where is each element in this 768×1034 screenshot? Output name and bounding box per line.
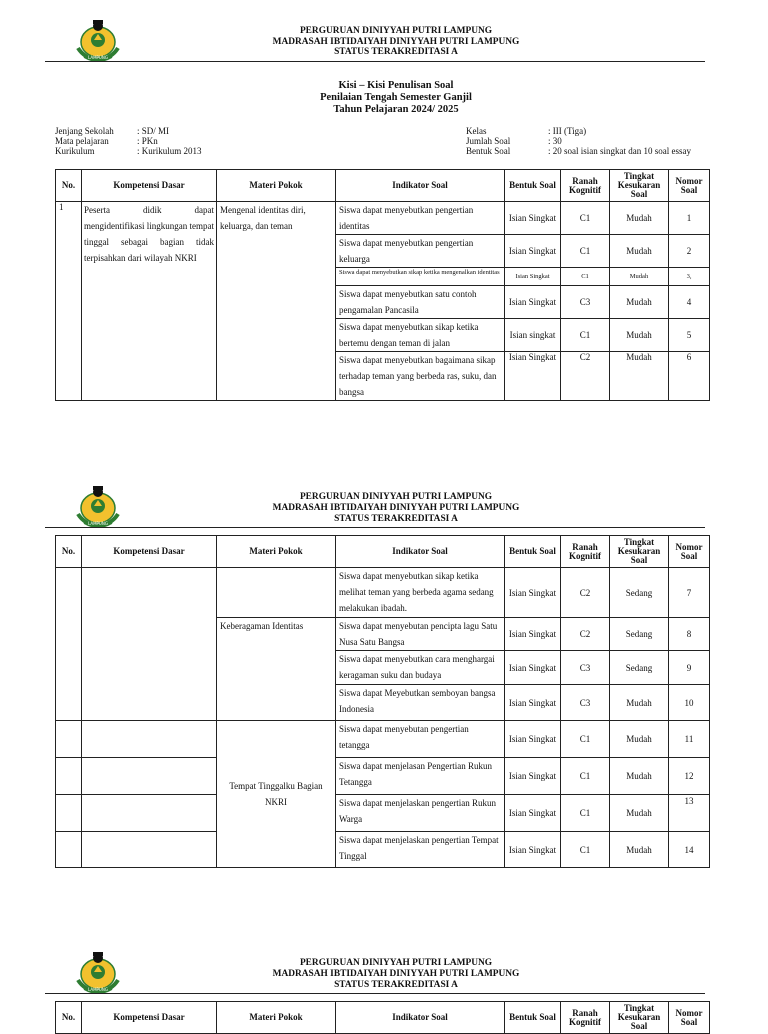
- col-mp: Materi Pokok: [217, 170, 336, 202]
- ranah-cell: C1: [561, 795, 610, 832]
- indikator-cell: Siswa dapat menyebutkan bagaimana sikap terhadap teman yang berbeda ras, suku, dan bangsa: [336, 352, 505, 401]
- row-no: [56, 758, 82, 795]
- logo-text: LAMPUNG: [88, 55, 108, 60]
- accreditation-status: STATUS TERAKREDITASI A: [334, 47, 458, 57]
- col-no: No.: [56, 536, 82, 568]
- school-name: PERGURUAN DINIYYAH PUTRI LAMPUNG: [299, 26, 493, 36]
- col-mp: Materi Pokok: [217, 536, 336, 568]
- kd-cell: [82, 758, 217, 795]
- tingkat-cell: Sedang: [610, 568, 669, 618]
- indikator-cell: Siswa dapat menyebutan pencipta lagu Satu Nusa Satu Bangsa: [336, 618, 505, 651]
- nomor-cell: 5: [669, 319, 710, 352]
- nomor-cell: 7: [669, 568, 710, 618]
- tingkat-cell: Mudah: [610, 795, 669, 832]
- accreditation-status: STATUS TERAKREDITASI A: [334, 514, 458, 524]
- accreditation-status: STATUS TERAKREDITASI A: [334, 980, 458, 990]
- tingkat-cell: Mudah: [610, 685, 669, 721]
- col-nomor: Nomor Soal: [669, 536, 710, 568]
- table-header-row: [56, 170, 710, 202]
- nomor-cell: 8: [669, 618, 710, 651]
- ranah-cell: C1: [561, 721, 610, 758]
- tingkat-cell: Mudah: [610, 319, 669, 352]
- nomor-cell: 10: [669, 685, 710, 721]
- row-no: [56, 832, 82, 868]
- ranah-cell: C1: [561, 202, 610, 235]
- indikator-cell: Siswa dapat Meyebutkan semboyan bangsa Indonesia: [336, 685, 505, 721]
- indikator-cell: Siswa dapat menyebutkan cara menghargai keragaman suku dan budaya: [336, 651, 505, 685]
- nomor-cell: 4: [669, 286, 710, 319]
- ranah-cell: C3: [561, 651, 610, 685]
- col-nomor: Nomor Soal: [669, 170, 710, 202]
- logo-text: LAMPUNG: [88, 987, 108, 992]
- bentuk-cell: Isian Singkat: [505, 268, 561, 286]
- tingkat-cell: Sedang: [610, 651, 669, 685]
- tingkat-cell: Mudah: [610, 352, 669, 401]
- table-row: [56, 568, 710, 618]
- row-no: [56, 568, 82, 721]
- indikator-cell: Siswa dapat menjelaskan pengertian Rukun Warga: [336, 795, 505, 832]
- nomor-cell: 2: [669, 235, 710, 268]
- meta-label-kelas: Kelas: [466, 126, 487, 136]
- col-bentuk: Bentuk Soal: [505, 170, 561, 202]
- col-mp: Materi Pokok: [217, 1002, 336, 1034]
- madrasah-name: MADRASAH IBTIDAIYAH DINIYYAH PUTRI LAMPUNG: [272, 37, 520, 47]
- nomor-cell: 11: [669, 721, 710, 758]
- col-ind: Indikator Soal: [336, 170, 505, 202]
- ranah-cell: C1: [561, 758, 610, 795]
- table-header-row: [56, 1002, 710, 1034]
- doc-subtitle: Penilaian Tengah Semester Ganjil: [320, 92, 472, 103]
- logo-text: LAMPUNG: [88, 521, 108, 526]
- col-bentuk: Bentuk Soal: [505, 536, 561, 568]
- nomor-cell: 13: [669, 795, 710, 832]
- ranah-cell: C2: [561, 352, 610, 401]
- col-ranah: Ranah Kognitif: [561, 536, 610, 568]
- kd-cell: [82, 568, 217, 721]
- nomor-cell: 14: [669, 832, 710, 868]
- meta-value-bentuk: : 20 soal isian singkat dan 10 soal essay: [548, 146, 691, 156]
- col-ind: Indikator Soal: [336, 536, 505, 568]
- kd-cell: [82, 721, 217, 758]
- meta-value-kurikulum: : Kurikulum 2013: [137, 146, 202, 156]
- bentuk-cell: Isian Singkat: [505, 286, 561, 319]
- indikator-cell: Siswa dapat menyebutkan sikap ketika bertemu dengan teman di jalan: [336, 319, 505, 352]
- col-kd: Kompetensi Dasar: [82, 1002, 217, 1034]
- table-row: [56, 202, 710, 235]
- bentuk-cell: Isian Singkat: [505, 832, 561, 868]
- tingkat-cell: Mudah: [610, 268, 669, 286]
- tingkat-cell: Mudah: [610, 286, 669, 319]
- indikator-cell: Siswa dapat menyebutan pengertian tetangga: [336, 721, 505, 758]
- madrasah-name: MADRASAH IBTIDAIYAH DINIYYAH PUTRI LAMPUNG: [272, 969, 520, 979]
- indikator-cell: Siswa dapat menyebutkan pengertian identitas: [336, 202, 505, 235]
- bentuk-cell: Isian Singkat: [505, 721, 561, 758]
- nomor-cell: 9: [669, 651, 710, 685]
- header-rule: [45, 61, 705, 62]
- header-rule: [45, 993, 705, 994]
- ranah-cell: C2: [561, 568, 610, 618]
- col-no: No.: [56, 170, 82, 202]
- meta-label-mapel: Mata pelajaran: [55, 136, 109, 146]
- indikator-cell: Siswa dapat menyebutkan sikap ketika melihat teman yang berbeda agama sedang melakukan ibadah.: [336, 568, 505, 618]
- kisi-table-2: [55, 535, 710, 868]
- kd-cell: [82, 832, 217, 868]
- table-row: [56, 832, 710, 868]
- meta-value-jumlah: : 30: [548, 136, 562, 146]
- meta-label-kurikulum: Kurikulum: [55, 146, 95, 156]
- meta-label-bentuk: Bentuk Soal: [466, 146, 511, 156]
- bentuk-cell: Isian Singkat: [505, 618, 561, 651]
- tingkat-cell: Mudah: [610, 832, 669, 868]
- header-rule: [45, 527, 705, 528]
- madrasah-name: MADRASAH IBTIDAIYAH DINIYYAH PUTRI LAMPUNG: [272, 503, 520, 513]
- indikator-cell: Siswa dapat menyebutkan pengertian keluarga: [336, 235, 505, 268]
- bentuk-cell: Isian Singkat: [505, 651, 561, 685]
- kd-cell: Peserta didik dapat mengidentifikasi lingkungan tempat tinggal sebagai bagian tidak terpisahkan dari wilayah NKRI: [82, 202, 217, 401]
- bentuk-cell: Isian Singkat: [505, 202, 561, 235]
- row-no: 1: [56, 202, 82, 401]
- table-header-row: [56, 536, 710, 568]
- col-kd: Kompetensi Dasar: [82, 170, 217, 202]
- school-name: PERGURUAN DINIYYAH PUTRI LAMPUNG: [299, 958, 493, 968]
- col-tingkat: Tingkat Kesukaran Soal: [610, 536, 669, 568]
- indikator-cell: Siswa dapat menyebutkan satu contoh pengamalan Pancasila: [336, 286, 505, 319]
- indikator-cell: Siswa dapat menjelaskan pengertian Tempat Tinggal: [336, 832, 505, 868]
- indikator-cell: Siswa dapat menjelasan Pengertian Rukun Tetangga: [336, 758, 505, 795]
- school-name: PERGURUAN DINIYYAH PUTRI LAMPUNG: [299, 492, 493, 502]
- nomor-cell: 12: [669, 758, 710, 795]
- row-no: [56, 795, 82, 832]
- col-tingkat: Tingkat Kesukaran Soal: [610, 170, 669, 202]
- nomor-cell: 1: [669, 202, 710, 235]
- ranah-cell: C1: [561, 235, 610, 268]
- ranah-cell: C2: [561, 618, 610, 651]
- bentuk-cell: Isian Singkat: [505, 758, 561, 795]
- col-ind: Indikator Soal: [336, 1002, 505, 1034]
- table-row: [56, 758, 710, 795]
- ranah-cell: C1: [561, 268, 610, 286]
- ranah-cell: C1: [561, 319, 610, 352]
- row-no: [56, 721, 82, 758]
- col-tingkat: Tingkat Kesukaran Soal: [610, 1002, 669, 1034]
- ranah-cell: C1: [561, 832, 610, 868]
- bentuk-cell: Isian Singkat: [505, 235, 561, 268]
- mp-cell: Tempat Tinggalku Bagian NKRI: [217, 721, 336, 868]
- table-row: [56, 721, 710, 758]
- nomor-cell: 6: [669, 352, 710, 401]
- indikator-cell: Siswa dapat menyebutkan sikap ketika mengenalkan identitas: [336, 268, 505, 286]
- col-ranah: Ranah Kognitif: [561, 170, 610, 202]
- mp-cell: [217, 568, 336, 618]
- doc-year: Tahun Pelajaran 2024/ 2025: [333, 104, 459, 115]
- bentuk-cell: Isian Singkat: [505, 352, 561, 401]
- meta-label-jumlah: Jumlah Soal: [466, 136, 511, 146]
- col-nomor: Nomor Soal: [669, 1002, 710, 1034]
- col-ranah: Ranah Kognitif: [561, 1002, 610, 1034]
- meta-label-jenjang: Jenjang Sekolah: [55, 126, 114, 136]
- meta-value-jenjang: : SD/ MI: [137, 126, 170, 136]
- doc-title: Kisi – Kisi Penulisan Soal: [338, 80, 454, 91]
- kisi-table-1: [55, 169, 710, 401]
- kisi-table-3: [55, 1001, 710, 1034]
- nomor-cell: 3,: [669, 268, 710, 286]
- ranah-cell: C3: [561, 286, 610, 319]
- tingkat-cell: Sedang: [610, 618, 669, 651]
- ranah-cell: C3: [561, 685, 610, 721]
- bentuk-cell: Isian Singkat: [505, 568, 561, 618]
- col-no: No.: [56, 1002, 82, 1034]
- meta-value-mapel: : PKn: [137, 136, 158, 146]
- tingkat-cell: Mudah: [610, 758, 669, 795]
- mp-cell: Keberagaman Identitas: [217, 618, 336, 721]
- bentuk-cell: Isian singkat: [505, 319, 561, 352]
- kd-cell: [82, 795, 217, 832]
- bentuk-cell: Isian Singkat: [505, 685, 561, 721]
- tingkat-cell: Mudah: [610, 202, 669, 235]
- col-bentuk: Bentuk Soal: [505, 1002, 561, 1034]
- tingkat-cell: Mudah: [610, 721, 669, 758]
- meta-value-kelas: : III (Tiga): [548, 126, 587, 136]
- tingkat-cell: Mudah: [610, 235, 669, 268]
- bentuk-cell: Isian Singkat: [505, 795, 561, 832]
- table-row: [56, 795, 710, 832]
- col-kd: Kompetensi Dasar: [82, 536, 217, 568]
- mp-cell: Mengenal identitas diri, keluarga, dan teman: [217, 202, 336, 401]
